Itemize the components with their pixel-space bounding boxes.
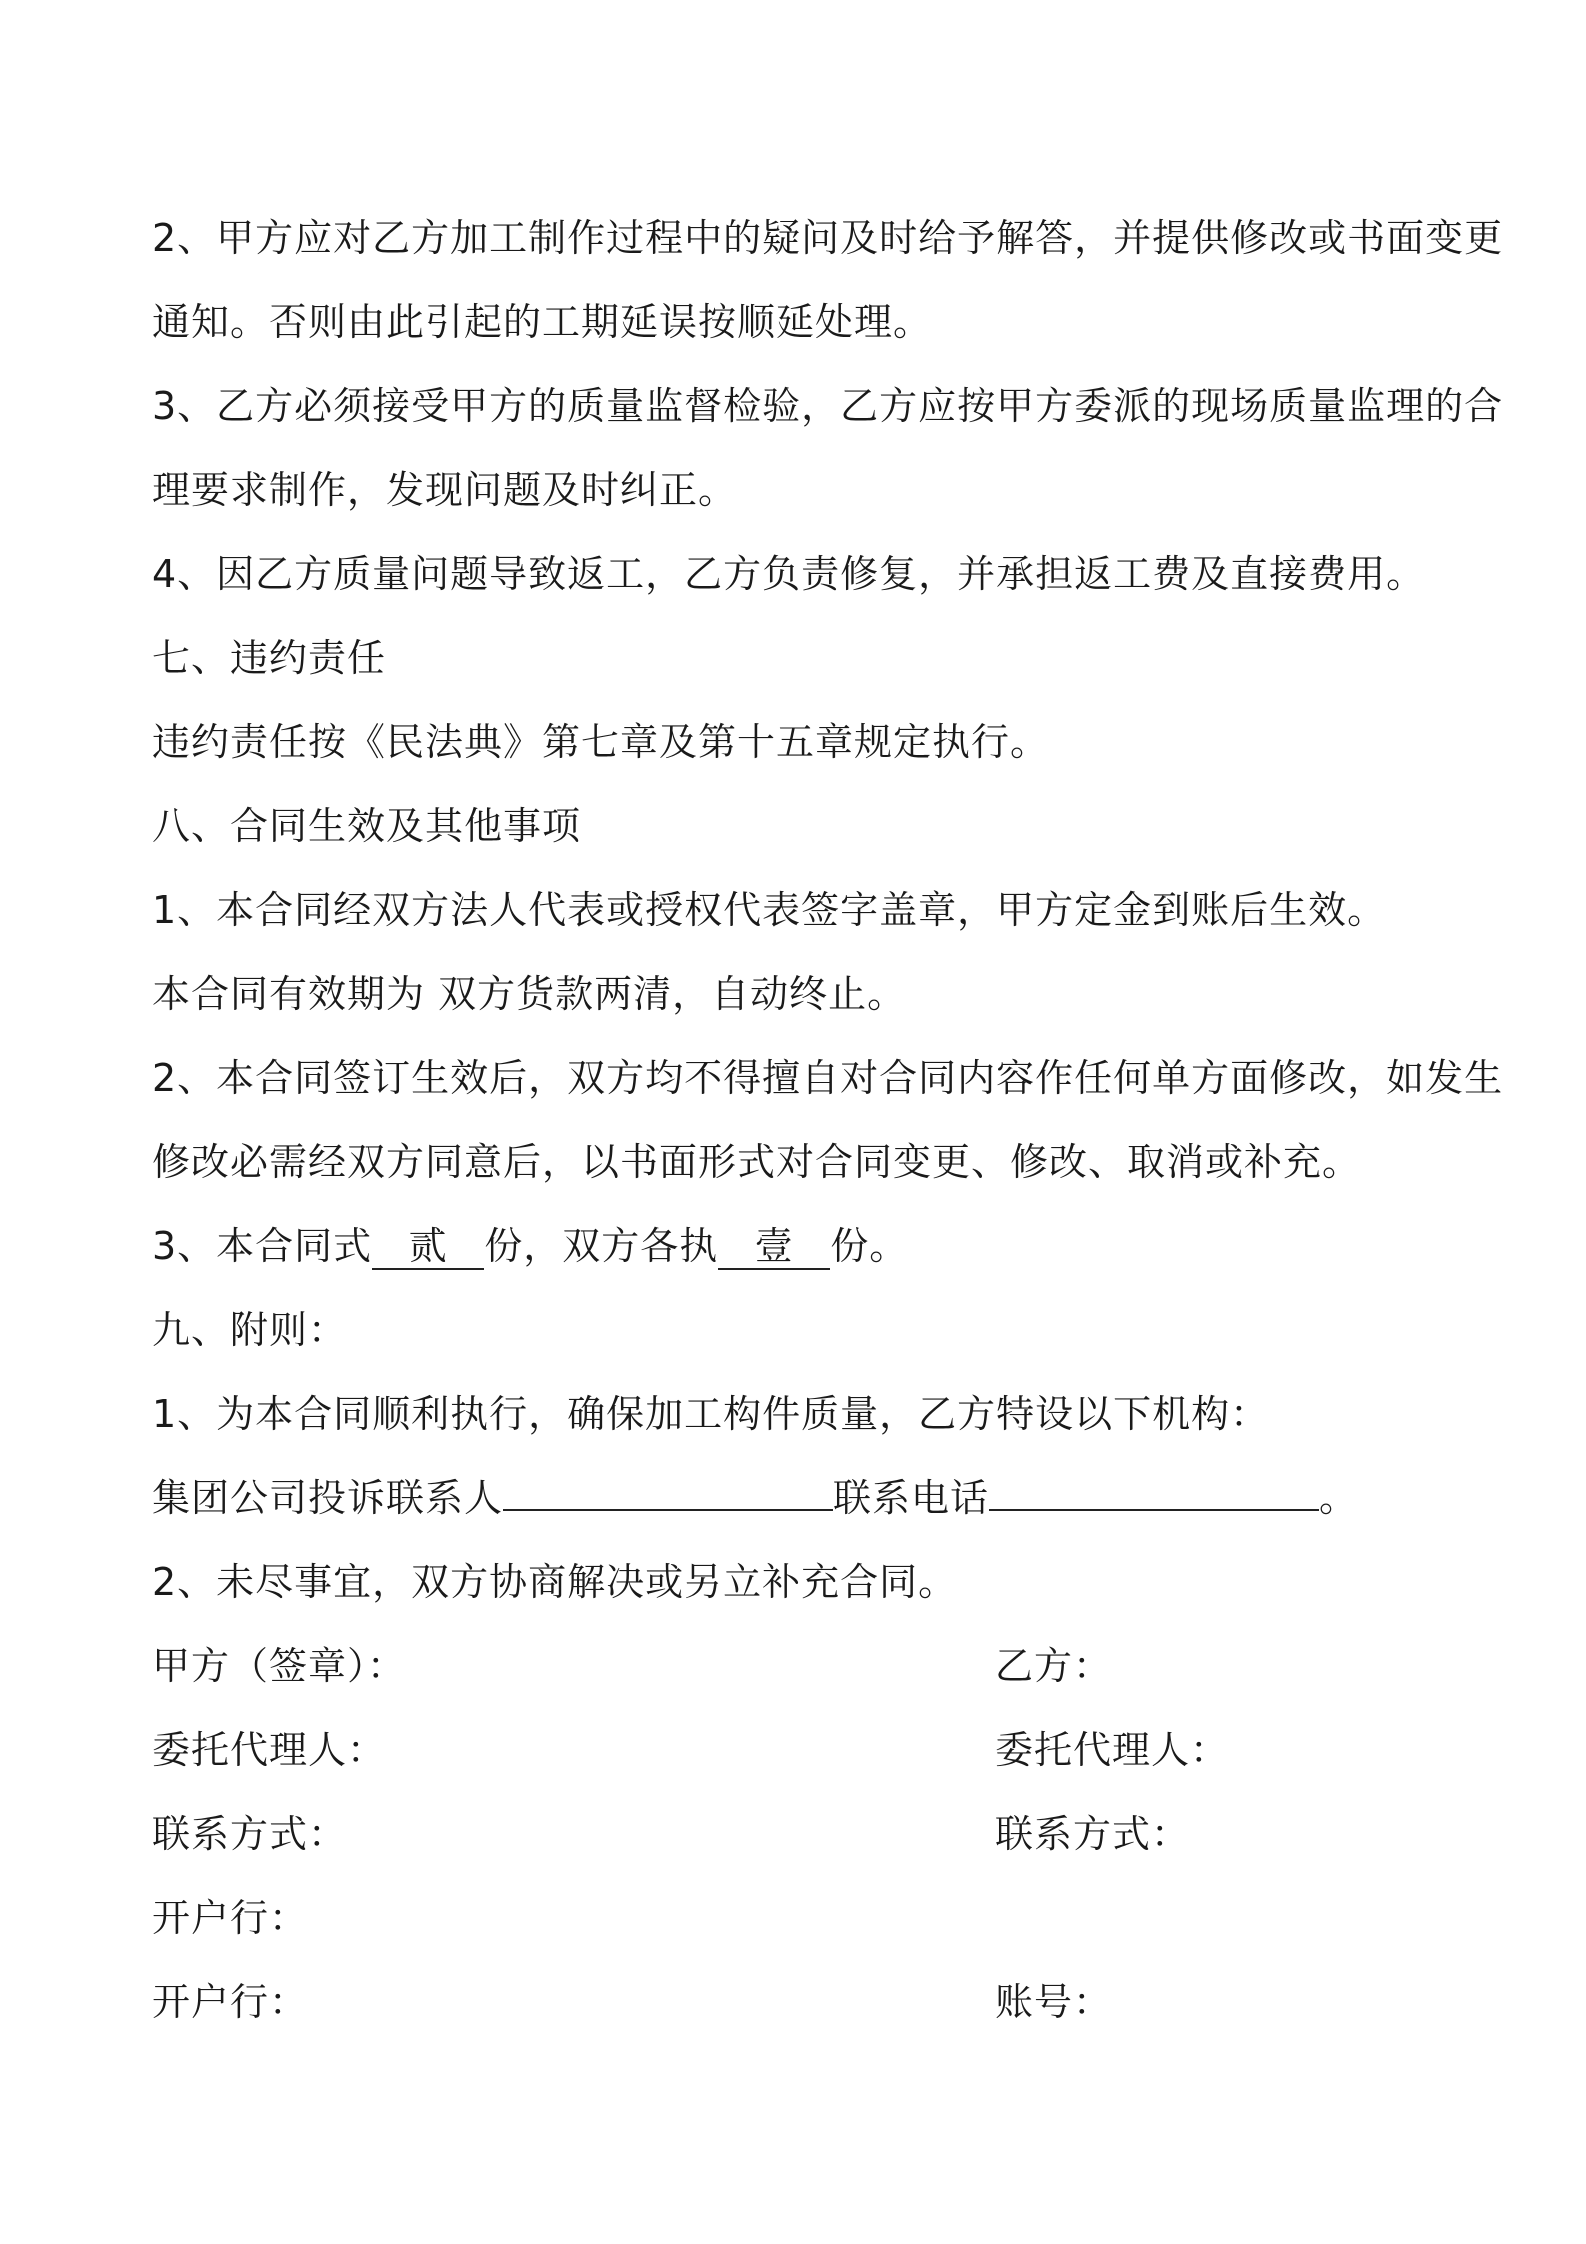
signature-row-agent bbox=[152, 1708, 1452, 1792]
section-9-item-2: 2、未尽事宜，双方协商解决或另立补充合同。 bbox=[152, 1560, 958, 1604]
signature-row-sign bbox=[152, 1624, 1452, 1708]
party-b-contact-label: 联系方式： bbox=[995, 1812, 1191, 1856]
copies-each-field[interactable]: 壹 bbox=[718, 1224, 830, 1270]
signature-row-bank bbox=[152, 1876, 1452, 1960]
party-a-sign-label: 甲方（签章）： bbox=[152, 1644, 407, 1688]
party-a-bank2-label: 开户行： bbox=[152, 1980, 309, 2024]
copies-middle: 份，双方各执 bbox=[484, 1224, 719, 1268]
party-a-contact-label: 联系方式： bbox=[152, 1812, 348, 1856]
complaint-contact-line bbox=[152, 1456, 1452, 1540]
copies-total-field[interactable]: 贰 bbox=[372, 1224, 484, 1270]
clause-3-line-2: 理要求制作，发现问题及时纠正。 bbox=[152, 468, 738, 512]
section-8-item-3 bbox=[152, 1204, 1452, 1288]
section-8-item-1a: 1、本合同经双方法人代表或授权代表签字盖章，甲方定金到账后生效。 bbox=[152, 888, 1387, 932]
clause-3-line-1: 3、乙方必须接受甲方的质量监督检验，乙方应按甲方委派的现场质量监理的合 bbox=[152, 384, 1504, 428]
section-9-heading: 九、附则： bbox=[152, 1308, 348, 1352]
contact-phone-field[interactable] bbox=[989, 1509, 1319, 1511]
signature-row-contact bbox=[152, 1792, 1452, 1876]
party-a-agent-label: 委托代理人： bbox=[152, 1728, 387, 1772]
contact-phone-label: 联系电话 bbox=[833, 1476, 990, 1520]
section-9-item-1: 1、为本合同顺利执行，确保加工构件质量，乙方特设以下机构： bbox=[152, 1392, 1270, 1436]
section-7-body: 违约责任按《民法典》第七章及第十五章规定执行。 bbox=[152, 720, 1050, 764]
party-b-agent-label: 委托代理人： bbox=[995, 1728, 1230, 1772]
party-a-bank-label: 开户行： bbox=[152, 1896, 309, 1940]
section-8-item-2b: 修改必需经双方同意后，以书面形式对合同变更、修改、取消或补充。 bbox=[152, 1140, 1362, 1184]
contract-page bbox=[152, 196, 1504, 2044]
section-7-heading: 七、违约责任 bbox=[152, 636, 387, 680]
party-b-sign-label: 乙方： bbox=[995, 1644, 1113, 1688]
clause-4: 4、因乙方质量问题导致返工，乙方负责修复，并承担返工费及直接费用。 bbox=[152, 552, 1426, 596]
signature-row-account bbox=[152, 1960, 1452, 2044]
party-b-account-label: 账号： bbox=[995, 1980, 1113, 2024]
clause-2-line-2: 通知。否则由此引起的工期延误按顺延处理。 bbox=[152, 300, 933, 344]
section-8-item-2a: 2、本合同签订生效后，双方均不得擅自对合同内容作任何单方面修改，如发生 bbox=[152, 1056, 1504, 1100]
complaint-person-label: 集团公司投诉联系人 bbox=[152, 1476, 504, 1520]
contact-line-end: 。 bbox=[1319, 1476, 1359, 1520]
complaint-person-field[interactable] bbox=[503, 1509, 833, 1511]
section-8-item-1b: 本合同有效期为 双方货款两清，自动终止。 bbox=[152, 972, 907, 1016]
copies-prefix: 3、本合同式 bbox=[152, 1224, 373, 1268]
section-8-heading: 八、合同生效及其他事项 bbox=[152, 804, 582, 848]
copies-suffix: 份。 bbox=[830, 1224, 909, 1268]
clause-2-line-1: 2、甲方应对乙方加工制作过程中的疑问及时给予解答，并提供修改或书面变更 bbox=[152, 216, 1504, 260]
